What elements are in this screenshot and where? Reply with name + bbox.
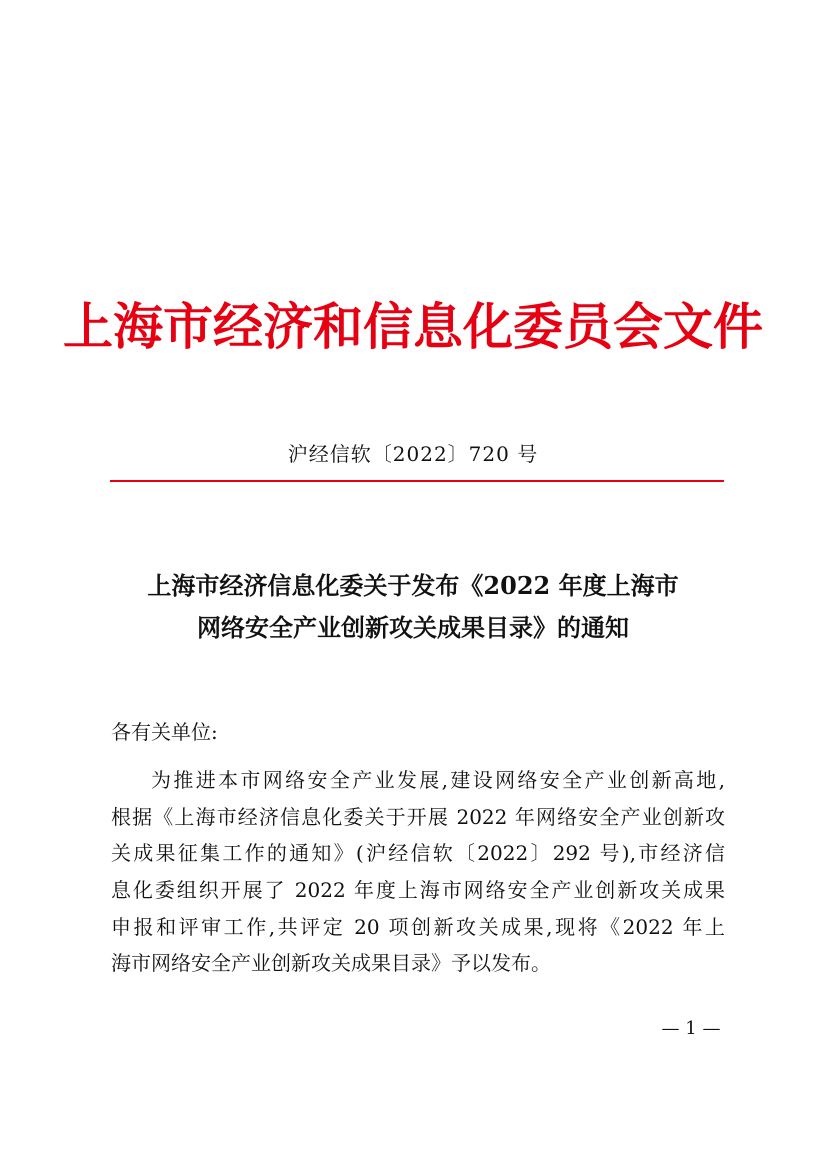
red-divider-rule — [110, 480, 724, 482]
page-number: — 1 — — [661, 1018, 721, 1039]
body-line-5: 申报和评审工作,共评定 20 项创新攻关成果,现将《2022 年上 — [111, 914, 725, 939]
body-line-6: 海市网络安全产业创新攻关成果目录》予以发布。 — [111, 951, 551, 976]
body-line-4: 息化委组织开展了 2022 年度上海市网络安全产业创新攻关成果 — [111, 878, 725, 903]
document-number: 沪经信软〔2022〕720 号 — [287, 442, 539, 466]
body-line-1: 为推进本市网络安全产业发展,建设网络安全产业创新高地, — [151, 768, 725, 792]
body-paragraph — [111, 762, 725, 982]
salutation: 各有关单位: — [111, 720, 218, 744]
notice-title-line-1: 上海市经济信息化委关于发布《2022 年度上海市 — [147, 571, 679, 600]
body-line-3: 关成果征集工作的通知》(沪经信软〔2022〕292 号),市经济信 — [111, 841, 725, 866]
body-line-2: 根据《上海市经济信息化委关于开展 2022 年网络安全产业创新攻 — [111, 804, 725, 829]
notice-title-line-2: 网络安全产业创新攻关成果目录》的通知 — [197, 613, 629, 642]
notice-title — [0, 565, 826, 649]
issuing-authority-title: 上海市经济和信息化委员会文件 — [63, 297, 763, 356]
